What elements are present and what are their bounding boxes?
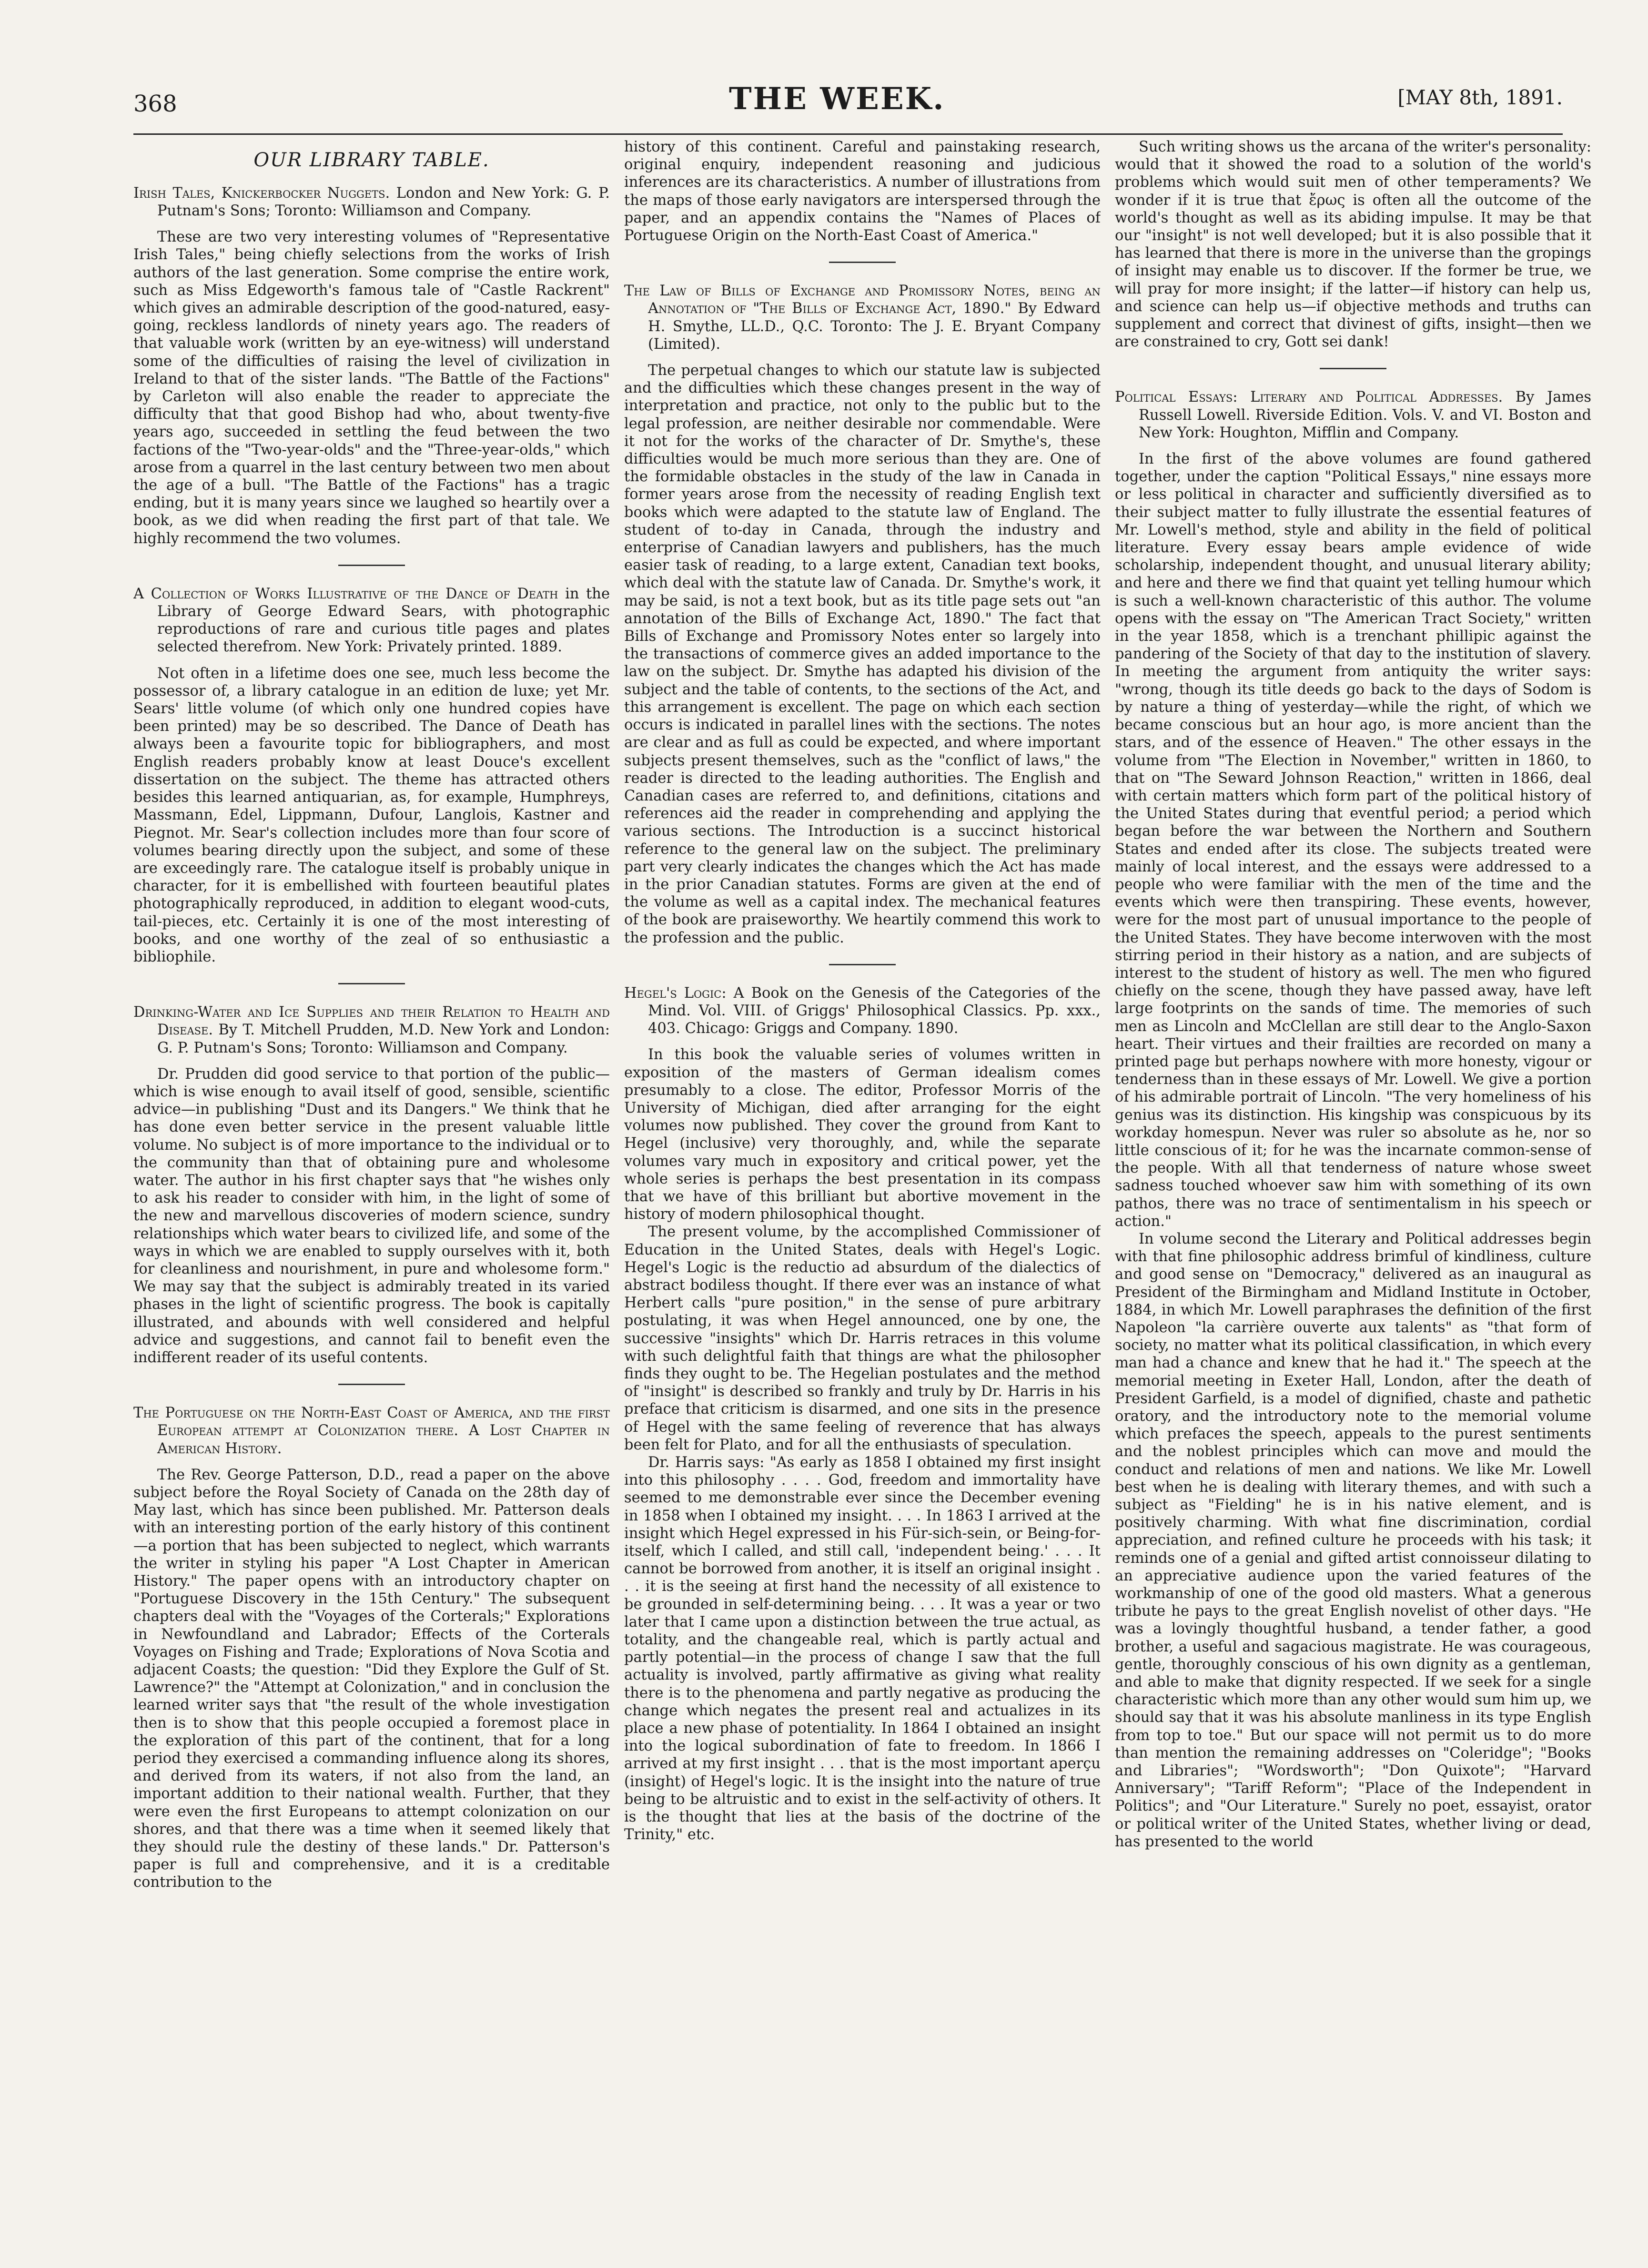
- review-body: The Rev. George Patterson, D.D., read a paper on the above subject before the Royal Society of Canada on the 28th day of May last, which has since been published. Mr. Patterson deals with an interesting portion of the early history of this continent—a portion that has been subjected to neglect, which warrants the writer in styling his paper "A Lost Chapter in American History." The paper opens with an introductory chapter on "Portuguese Discovery in the 15th Century." The subsequent chapters deal with the "Voyages of the Corterals;" Explorations in Newfoundland and Labrador; Effects of the Corterals Voyages on Fishing and Trade; Explorations of Nova Scotia and adjacent Coasts; the question: "Did they Explore the Gulf of St. Lawrence?" the "Attempt at Colonization," and in conclusion the learned writer says that "the result of the whole investigation then is to show that this people occupied a foremost place in the exploration of this part of the continent, that for a long period they exercised a commanding influence along its shores, and derived from its waters, if not also from the land, an important addition to their national wealth. Further, that they were even the first Europeans to attempt colonization on our shores, and that there was a time when it seemed likely that they should rule the destiny of these lands." Dr. Patterson's paper is full and comprehensive, and it is a creditable contribution to the: [133, 1466, 610, 1891]
- continued-text: Such writing shows us the arcana of the writer's personality: would that it showed the road to a solution of the world's problems which would suit men of other temperaments? We wonder if it is true that ἔρως is often all the outcome of the world's thought as well as its abiding impulse. It may be that our "insight" is not well developed; but it is also possible that it has learned that there is more in the universe than the gropings of insight may enable us to discover. If the former be true, we will pray for more insight; if the latter—if history can help us, and science can help us—if objective methods and truths can supplement and correct that divinest of gifts, insight—then we are constrained to cry, Gott sei dank!: [1115, 139, 1591, 351]
- review-body: Dr. Prudden did good service to that portion of the public—which is wise enough to avail itself of good, sensible, scientific advice—in publishing "Dust and its Dangers." We think that he has done even better service in the present valuable little volume. No subject is of more importance to the individual or to the community than that of obtaining pure and wholesome water. The author in his first chapter says that "he wishes only to ask his reader to consider with him, in the light of some of the new and marvellous discoveries of modern science, sundry relationships which water bears to civilized life, and some of the ways in which we are enabled to supply ourselves with it, both for cleanliness and nourishment, in pure and wholesome form." We may say that the subject is admirably treated in its varied phases in the light of scientific progress. The book is capitally illustrated, and abounds with well considered and helpful advice and suggestions, and cannot fail to benefit even the indifferent reader of its useful contents.: [133, 1065, 610, 1366]
- section-divider: [338, 983, 405, 984]
- book-meta: A Book on the Genesis of the Categories of the Mind. Vol. VIII. of Griggs' Philosophical Classics. Pp. xxx., 403. Chicago: Griggs and Company. 1890.: [648, 984, 1101, 1037]
- book-meta: in the Library of George Edward Sears, with photographic reproductions of rare and curious title pages and plates selected therefrom. New York: Privately printed. 1889.: [157, 585, 610, 656]
- page-header: [133, 81, 1563, 133]
- review-heading: [133, 1003, 610, 1057]
- column-3: [1115, 138, 1591, 2254]
- column-2: [624, 138, 1101, 2254]
- section-title: OUR LIBRARY TABLE.: [253, 149, 490, 171]
- review-body: In volume second the Literary and Political addresses begin with that fine philosophic address brimful of kindliness, culture and good sense on "Democracy," delivered as an inaugural as President of the Birmingham and Midland Institute in October, 1884, in which Mr. Lowell paraphrases the definition of the first Napoleon "la carrière ouverte aux talents" as "that form of society, no matter what its political classification, in which every man had a chance and knew that he had it." The speech at the memorial meeting in Exeter Hall, London, after the death of President Garfield, is a model of dignified, chaste and pathetic oratory, and the introductory note to the memorial volume which prefaces the speech, appeals to the purest sentiments and the noblest principles which can move and mould the conduct and relations of men and nations. We like Mr. Lowell best when he is dealing with literary themes, and with such a subject as "Fielding" he is in his native element, and is positively charming. With what fine discrimination, cordial appreciation, and refined culture he proceeds with his task; it reminds one of a genial and gifted artist connoisseur dilating to an appreciative audience upon the varied features of the workmanship of one of the good old masters. What a generous tribute he pays to the great English novelist of other days. "He was a lovingly thoughtful husband, a tender father, a good brother, a useful and sagacious magistrate. He was courageous, gentle, thoroughly conscious of his own dignity as a gentleman, and able to make that dignity respected. If we seek for a single characteristic which more than any other would sum him up, we should say that it was his absolute manliness in its type English from top to toe." But our space will not permit us to do more than mention the remaining addresses on "Coleridge"; "Books and Libraries"; "Wordsworth"; "Don Quixote"; "Harvard Anniversary"; "Tariff Reform"; "Place of the Independent in Politics"; and "Our Literature." Surely no poet, essayist, orator or political writer of the United States, whether living or dead, has presented to the world: [1115, 1230, 1591, 1850]
- continued-text: history of this continent. Careful and painstaking research, original enquiry, independent reasoning and judicious inferences are its characteristics. A number of illustrations from the maps of those early navigators are interspersed through the paper, and an appendix contains the "Names of Places of Portuguese Origin on the North-East Coast of America.": [624, 139, 1101, 244]
- book-title: The Portuguese on the North-East Coast of America, and the first European attempt at Colonization there. A Lost Chapter in American History.: [133, 1405, 610, 1457]
- review-heading: [624, 282, 1101, 353]
- book-meta: By T. Mitchell Prudden, M.D. New York and London: G. P. Putnam's Sons; Toronto: Williamson and Company.: [157, 1022, 610, 1056]
- book-title: The Law of Bills of Exchange and Promissory Notes, being an Annotation of "The Bills of Exchange Act, 1890.": [624, 283, 1101, 317]
- review-body: Dr. Harris says: "As early as 1858 I obtained my first insight into this philosophy . . . . God, freedom and immortality have seemed to me demonstrable ever since the December evening in 1858 when I obtained my insight. . . . In 1863 I arrived at the insight which Hegel expressed in his Für-sich-sein, or Being-for-itself, which I called, and still call, 'independent being.' . . . It cannot be borrowed from another, it is itself an original insight . . . it is the seeing at first hand the necessity of all existence to be grounded in self-determining being. . . . It was a year or two later that I came upon a distinction between the true actual, as totality, and the changeable real, which is partly actual and partly potential—in the process of change I saw that the full actuality is involved, partly affirmative as giving what reality there is to the phenomena and partly negative as producing the change which negates the present real and actualizes in its place a new phase of potentiality. In 1864 I obtained an insight into the logical subordination of fate to freedom. In 1866 I arrived at my first insight . . . that is the most important aperçu (insight) of Hegel's logic. It is the insight into the nature of true being to be altruistic and to exist in the self-activity of others. It is the thought that lies at the basis of the doctrine of the Trinity," etc.: [624, 1454, 1101, 1843]
- column-1: [133, 138, 610, 2254]
- book-title: Hegel's Logic:: [624, 984, 727, 1002]
- section-divider: [829, 964, 896, 965]
- review-body: These are two very interesting volumes of "Representative Irish Tales," being chiefly selections from the works of Irish authors of the last generation. Some comprise the entire work, such as Miss Edgeworth's famous tale of "Castle Rackrent" which gives an admirable description of the good-natured, easy-going, reckless landlords of ninety years ago. The readers of that valuable work (written by an eye-witness) will understand some of the difficulties of raising the level of civilization in Ireland to that of the sister lands. "The Battle of the Factions" by Carleton will also enable the reader to appreciate the difficulty that that good Bishop had who, about twenty-five years ago, succeeded in settling the feud between the two factions of the "Two-year-olds" and the "Three-year-olds," which arose from a quarrel in the last century between two men about the age of a bull. "The Battle of the Factions" has a tragic ending, but it is many years since we laughed so heartily over a book, as we did when reading the first part of that tale. We highly recommend the two volumes.: [133, 229, 610, 547]
- review-heading: [624, 984, 1101, 1038]
- book-meta: London and New York: G. P. Putnam's Sons; Toronto: Williamson and Company.: [157, 184, 610, 219]
- review-body: In the first of the above volumes are found gathered together, under the caption "Political Essays," nine essays more or less political in character and sufficiently diversified as to their subject matter to fully illustrate the essential features of Mr. Lowell's method, style and ability in the field of political literature. Every essay bears ample evidence of wide scholarship, independent thought, and unusual literary ability; and here and there we find that quaint yet telling humour which is such a well-known characteristic of this author. The volume opens with the essay on "The American Tract Society," written in the year 1858, which is a trenchant phillipic against the pandering of the Society of that day to the institution of slavery. In meeting the argument from antiquity the writer says: "wrong, though its title deeds go back to the days of Sodom is by nature a thing of yesterday—while the right, of which we became conscious but an hour ago, is more ancient than the stars, and of the essence of Heaven." The other essays in the volume from "The Election in November," written in 1860, to that on "The Seward Johnson Reaction," written in 1866, deal with certain matters which form part of the political history of the United States during that eventful period; a period which began before the war between the Northern and Southern States and ended after its close. The subjects treated were mainly of local interest, and the essays were addressed to a people who were familiar with the men of the time and the events which were then transpiring. These events, however, were for the most part of unusual importance to the people of the United States. They have become interwoven with the most stirring period in their history as a nation, and are subjects of interest to the student of history as well. The men who figured chiefly on the scene, though they have passed away, have left large footprints on the sands of time. The memories of such men as Lincoln and McClellan are still dear to the Anglo-Saxon heart. Their virtues and their frailties are recorded on many a printed page but perhaps nowhere with more honesty, vigour or tenderness than in these essays of Mr. Lowell. We give a portion of his admirable portrait of Lincoln. "The very homeliness of his genius was its distinction. His kingship was conspicuous by its workday homespun. Never was ruler so absolute as he, nor so little conscious of it; for he was the incarnate common-sense of the people. With all that tenderness of nature whose sweet sadness touched whoever saw him with something of its own pathos, there was no trace of sentimentalism in his speech or action.": [1115, 451, 1591, 1230]
- book-title: Drinking-Water and Ice Supplies and their Relation to Health and Disease.: [133, 1004, 610, 1039]
- review-body: In this book the valuable series of volumes written in exposition of the masters of German idealism comes presumably to a close. The editor, Professor Morris of the University of Michigan, died after arranging for the eight volumes now published. They cover the ground from Kant to Hegel (inclusive) very thoroughly, and, while the separate volumes vary much in expository and critical power, yet the whole series is perhaps the best presentation in its compass that we have of this brilliant but abortive movement in the history of modern philosophical thought.: [624, 1046, 1101, 1223]
- review-body: The perpetual changes to which our statute law is subjected and the difficulties which these changes present in the way of interpretation and practice, not only to the public but to the legal profession, are neither desirable nor commendable. Were it not for the works of the character of Dr. Smythe's, these difficulties would be much more serious than they are. One of the formidable obstacles in the study of the law in Canada in former years arose from the necessity of reading English text books which were adapted to the statute law of England. The student of to-day in Canada, through the industry and enterprise of Canadian lawyers and publishers, has the much easier task of reading, to a large extent, Canadian text books, which deal with the statute law of Canada. Dr. Smythe's work, it may be said, is not a text book, but as its title page sets out "an annotation of the Bills of Exchange Act, 1890." The fact that Bills of Exchange and Promissory Notes enter so largely into the transactions of commerce gives an added importance to the law on the subject. Dr. Smythe has adapted his division of the subject and the table of contents, to the sections of the Act, and this arrangement is excellent. The page on which each section occurs is indicated in parallel lines with the sections. The notes are clear and as full as could be expected, and where important subjects present themselves, such as the "conflict of laws," the reader is directed to the leading authorities. The English and Canadian cases are referred to, and definitions, citations and references aid the reader in comprehending and applying the various sections. The Introduction is a succinct historical reference to the general law on the subject. The preliminary part very clearly indicates the changes which the Act has made in the prior Canadian statutes. Forms are given at the end of the volume as well as a capital index. The mechanical features of the book are praiseworthy. We heartily commend this work to the profession and the public.: [624, 362, 1101, 946]
- review-body: The present volume, by the accomplished Commissioner of Education in the United States, deals with Hegel's Logic. Hegel's Logic is the reductio ad absurdum of the dialectics of abstract bodiless thought. If there ever was an instance of what Herbert calls "pure position," in the sense of pure arbitrary postulating, it was when Hegel announced, one by one, the successive "insights" which Dr. Harris retraces in this volume with such delightful faith that things are what the philosopher finds they ought to be. The Hegelian postulates and the method of "insight" is described so frankly and truly by Dr. Harris in his preface that criticism is disarmed, and one sits in the presence of Hegel with the same feeling of reverence that has always been felt for Plato, and for all the enthusiasts of speculation.: [624, 1224, 1101, 1453]
- review-heading: [1115, 388, 1591, 442]
- review-heading: [133, 1404, 610, 1458]
- book-meta: By Edward H. Smythe, LL.D., Q.C. Toronto: The J. E. Bryant Company (Limited).: [648, 300, 1101, 353]
- section-divider: [829, 262, 896, 263]
- book-meta: By James Russell Lowell. Riverside Edition. Vols. V. and VI. Boston and New York: Houghton, Mifflin and Company.: [1139, 389, 1591, 441]
- section-divider: [338, 565, 405, 566]
- review-heading: [133, 585, 610, 656]
- issue-date: [MAY 8th, 1891.: [1397, 86, 1563, 109]
- page-number: 368: [133, 91, 177, 117]
- section-divider: [338, 1384, 405, 1385]
- book-title: Irish Tales, Knickerbocker Nuggets.: [133, 184, 390, 202]
- book-title: Political Essays: Literary and Political Addresses.: [1115, 389, 1503, 406]
- header-rule: [133, 133, 1563, 135]
- section-divider: [1320, 368, 1386, 369]
- review-heading: [133, 184, 610, 220]
- review-body: Not often in a lifetime does one see, much less become the possessor of, a library catalogue in an edition de luxe; yet Mr. Sears' little volume (of which only one hundred copies have been printed) may be so described. The Dance of Death has always been a favourite topic for bibliographers, and most English readers probably know at least Douce's excellent dissertation on the subject. The theme has attracted others besides this learned antiquarian, as, for example, Humphreys, Massmann, Edel, Lippmann, Dufour, Langlois, Kastner and Piegnot. Mr. Sear's collection includes more than four score of volumes bearing directly upon the subject, and some of these are exceedingly rare. The catalogue itself is probably unique in character, for it is embellished with fourteen beautiful plates photographically reproduced, in addition to elegant wood-cuts, tail-pieces, etc. Certainly it is one of the most interesting of books, and one worthy of the zeal of so enthusiastic a bibliophile.: [133, 665, 610, 965]
- book-title: A Collection of Works Illustrative of the Dance of Death: [133, 585, 558, 602]
- masthead: THE WEEK.: [729, 81, 945, 117]
